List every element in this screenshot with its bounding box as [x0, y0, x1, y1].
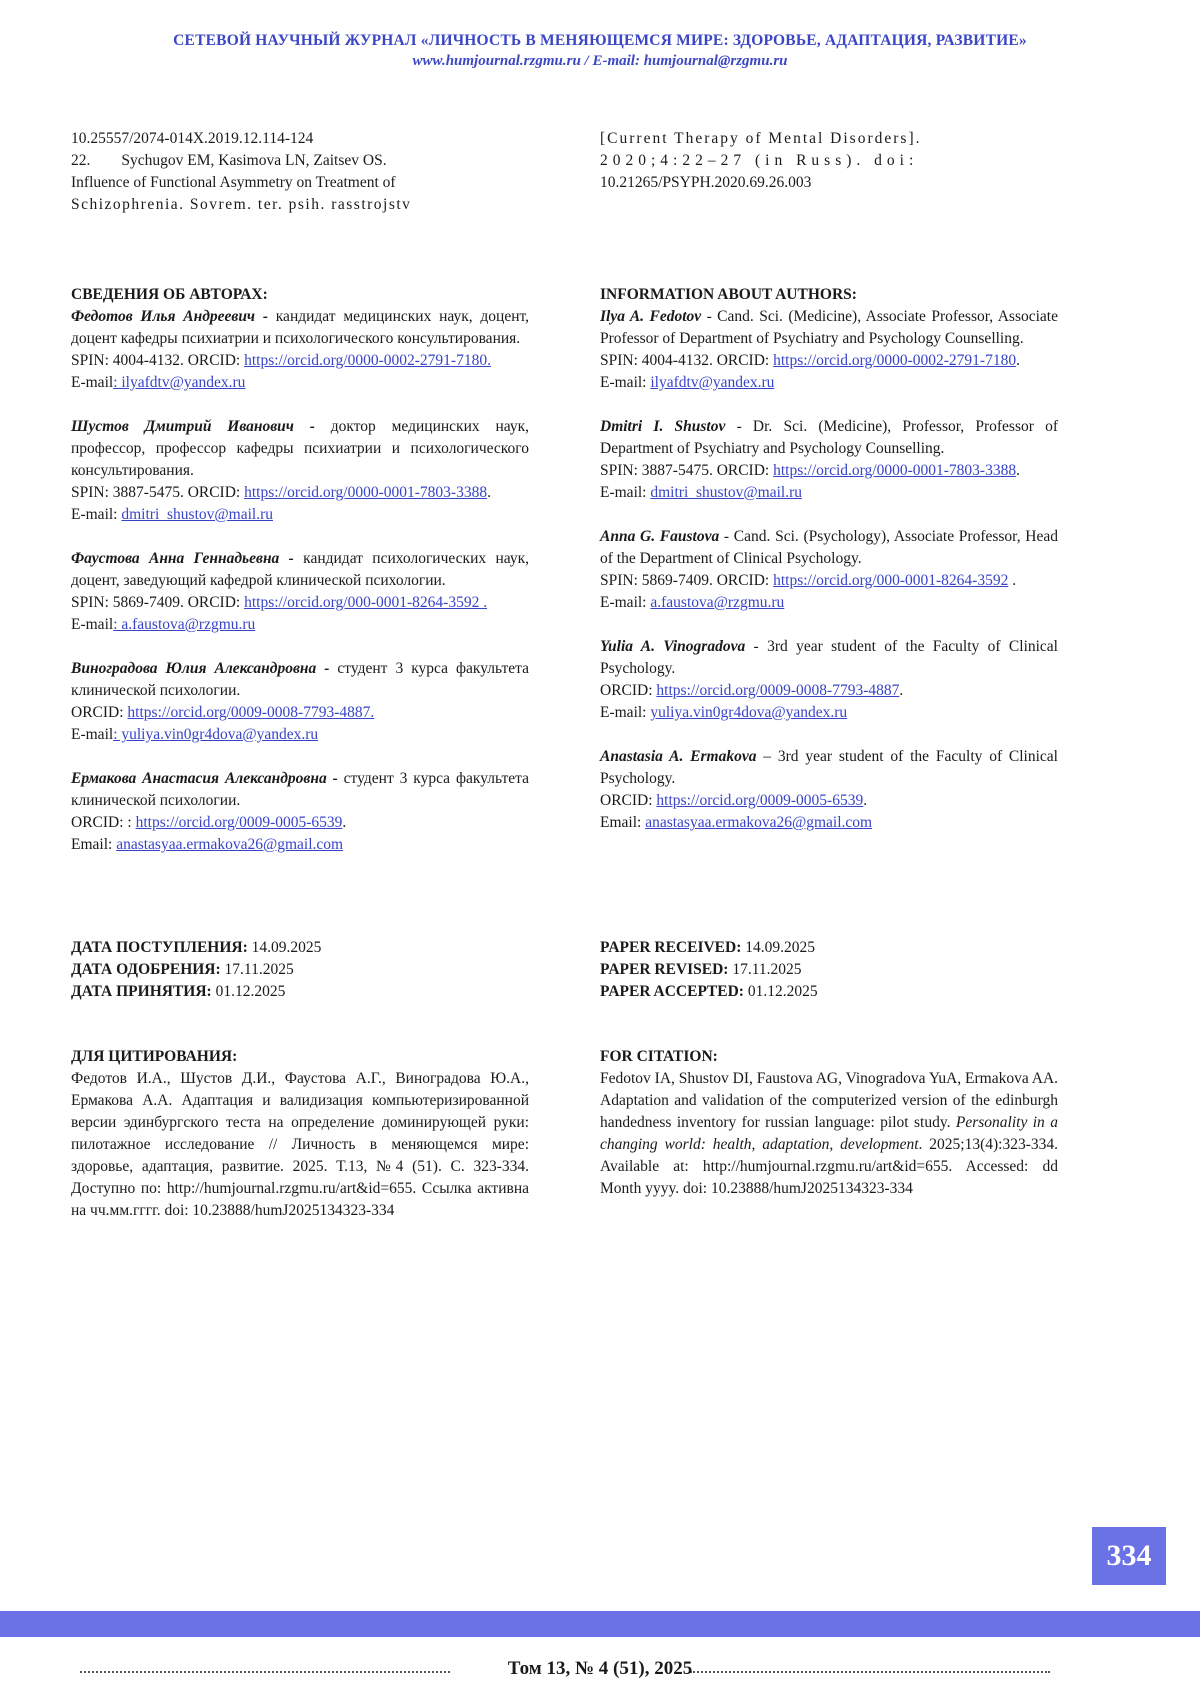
email-label: E-mail:: [600, 704, 651, 721]
orcid-link[interactable]: https://orcid.org/0000-0001-7803-3388: [244, 484, 488, 501]
date-row: [600, 959, 1058, 981]
orcid-label: SPIN: 3887-5475. ORCID:: [600, 462, 774, 479]
email-link[interactable]: anastasyaa.ermakova26@gmail.com: [116, 836, 344, 853]
citation-ru-heading: ДЛЯ ЦИТИРОВАНИЯ:: [71, 1048, 238, 1065]
author-name: Ермакова Анастасия Александровна -: [71, 770, 338, 787]
email-label: E-mail:: [600, 374, 651, 391]
email-label: E-mail: [71, 616, 114, 633]
email-link[interactable]: anastasyaa.ermakova26@gmail.com: [645, 814, 873, 831]
date-label: ДАТА ОДОБРЕНИЯ:: [71, 961, 221, 978]
orcid-link[interactable]: https://orcid.org/0009-0008-7793-4887: [656, 682, 900, 699]
email-label: E-mail:: [600, 484, 651, 501]
ref-line: 2020;4:22–27 (in Russ). doi:: [600, 152, 919, 169]
author-en-2: [600, 416, 1058, 504]
punct: .: [1008, 572, 1017, 589]
author-desc: кандидат психологических наук, доцент, заведующий кафедрой клинической психологии.: [71, 550, 529, 589]
authors-en: [600, 284, 1058, 834]
punct: .: [863, 792, 868, 809]
author-name: Федотов Илья Андреевич -: [71, 308, 268, 325]
dates-en: [600, 937, 1058, 1003]
issue-info: Том 13, № 4 (51), 2025: [507, 1658, 693, 1679]
date-label: PAPER ACCEPTED:: [600, 983, 744, 1000]
email-link[interactable]: ilyafdtv@yandex.ru: [650, 374, 775, 391]
email-label: Email:: [71, 836, 117, 853]
date-row: [600, 937, 1058, 959]
footer-bar: [0, 1611, 1200, 1637]
author-desc: доктор медицинских наук, профессор, профессор кафедры психиатрии и психологического консультирования.: [71, 418, 529, 479]
author-en-4: [600, 636, 1058, 724]
author-ru-5: [71, 768, 529, 856]
orcid-link[interactable]: https://orcid.org/000-0001-8264-3592 .: [244, 594, 488, 611]
author-desc: - Cand. Sci. (Psychology), Associate Professor, Head of the Department of Clinical Psychology.: [600, 528, 1059, 567]
author-en-1: [600, 306, 1058, 394]
journal-title: СЕТЕВОЙ НАУЧНЫЙ ЖУРНАЛ «ЛИЧНОСТЬ В МЕНЯЮЩЕМСЯ МИРЕ: ЗДОРОВЬЕ, АДАПТАЦИЯ, РАЗВИТИЕ»: [173, 32, 1027, 49]
date-row: [71, 937, 529, 959]
date-row: [600, 981, 1058, 1003]
author-desc: - Cand. Sci. (Medicine), Associate Professor, Associate Professor of Department of Psychiatry and Psychology Counselling.: [600, 308, 1058, 347]
email-link[interactable]: : ilyafdtv@yandex.ru: [113, 374, 246, 391]
email-link[interactable]: a.faustova@rzgmu.ru: [650, 594, 785, 611]
author-name: Anastasia A. Ermakova: [600, 748, 757, 765]
author-ru-2: [71, 416, 529, 526]
author-name: Фаустова Анна Геннадьевна -: [71, 550, 294, 567]
email-link[interactable]: dmitri_shustov@mail.ru: [650, 484, 802, 501]
author-desc: студент 3 курса факультета клинической психологии.: [71, 770, 529, 809]
author-ru-3: [71, 548, 529, 636]
orcid-label: ORCID:: [600, 792, 657, 809]
orcid-link[interactable]: https://orcid.org/0009-0008-7793-4887.: [127, 704, 375, 721]
author-en-3: [600, 526, 1058, 614]
punct: .: [899, 682, 904, 699]
ref-line: 10.25557/2074-014X.2019.12.114-124: [71, 130, 314, 147]
date-value: 01.12.2025: [743, 983, 818, 1000]
date-label: PAPER RECEIVED:: [600, 939, 742, 956]
date-value: 17.11.2025: [220, 961, 294, 978]
orcid-label: SPIN: 5869-7409. ORCID:: [71, 594, 245, 611]
date-value: 14.09.2025: [741, 939, 815, 956]
authors-en-heading: INFORMATION ABOUT AUTHORS:: [600, 286, 857, 303]
date-row: [71, 959, 529, 981]
email-label: E-mail: [71, 726, 114, 743]
author-desc: – 3rd year student of the Faculty of Clinical Psychology.: [600, 748, 1058, 787]
orcid-label: SPIN: 3887-5475. ORCID:: [71, 484, 245, 501]
author-name: Ilya A. Fedotov: [600, 308, 702, 325]
author-desc: - Dr. Sci. (Medicine), Professor, Professor of Department of Psychiatry and Psychology Counselling.: [600, 418, 1059, 457]
ref-line: [Current Therapy of Mental Disorders].: [600, 130, 922, 147]
date-label: ДАТА ПРИНЯТИЯ:: [71, 983, 212, 1000]
punct: .: [487, 484, 491, 501]
orcid-label: ORCID: :: [71, 814, 136, 831]
email-link[interactable]: : a.faustova@rzgmu.ru: [113, 616, 256, 633]
orcid-label: SPIN: 4004-4132. ORCID:: [71, 352, 245, 369]
citation-ru-text: Федотов И.А., Шустов Д.И., Фаустова А.Г., Виноградова Ю.А., Ермакова А.А. Адаптация и валидизация компьютеризированной версии эдинбургского теста на определение доминирующей руки: пилотажное исследование // Личность в меняющемся мире: здоровье, адаптация, развитие. 2025. Т.13, №4 (51). С. 323-334. Доступно по: http://humjournal.rzgmu.ru/art&id=655. Ссылка активна на чч.мм.гггг. doi: 10.23888/humJ2025134323-334: [71, 1070, 529, 1219]
citation-en: [600, 1046, 1058, 1200]
orcid-label: ORCID:: [600, 682, 657, 699]
date-value: 17.11.2025: [728, 961, 802, 978]
reference-left: [71, 128, 529, 216]
authors-ru-heading: СВЕДЕНИЯ ОБ АВТОРАХ:: [71, 286, 268, 303]
ref-line: Schizophrenia. Sovrem. ter. psih. rasstrojstv: [71, 196, 412, 213]
orcid-link[interactable]: https://orcid.org/000-0001-8264-3592: [773, 572, 1009, 589]
journal-contacts: www.humjournal.rzgmu.ru / E-mail: humjournal@rzgmu.ru: [412, 53, 788, 69]
punct: .: [342, 814, 347, 831]
author-ru-1: [71, 306, 529, 394]
page-number: 334: [1092, 1527, 1166, 1585]
ref-line: 22. Sychugov EM, Kasimova LN, Zaitsev OS.: [71, 152, 387, 169]
date-row: [71, 981, 529, 1003]
date-label: PAPER REVISED:: [600, 961, 729, 978]
date-label: ДАТА ПОСТУПЛЕНИЯ:: [71, 939, 248, 956]
author-ru-4: [71, 658, 529, 746]
journal-header: [0, 32, 1200, 70]
citation-en-heading: FOR CITATION:: [600, 1048, 718, 1065]
email-label: E-mail: [71, 374, 114, 391]
email-link[interactable]: yuliya.vin0gr4dova@yandex.ru: [650, 704, 848, 721]
orcid-link[interactable]: https://orcid.org/0000-0002-2791-7180.: [244, 352, 491, 369]
authors-ru: [71, 284, 529, 856]
author-desc: - 3rd year student of the Faculty of Clinical Psychology.: [600, 638, 1058, 677]
orcid-link[interactable]: https://orcid.org/0000-0001-7803-3388: [773, 462, 1017, 479]
date-value: 14.09.2025: [247, 939, 322, 956]
email-link[interactable]: : yuliya.vin0gr4dova@yandex.ru: [113, 726, 319, 743]
author-en-5: [600, 746, 1058, 834]
ref-line: 10.21265/PSYPH.2020.69.26.003: [600, 174, 812, 191]
email-label: Email:: [600, 814, 646, 831]
email-label: E-mail:: [71, 506, 122, 523]
punct: .: [1016, 352, 1020, 369]
orcid-label: SPIN: 4004-4132. ORCID:: [600, 352, 774, 369]
citation-en-text: [600, 1068, 1058, 1200]
author-name: Anna G. Faustova: [600, 528, 720, 545]
citation-part: Fedotov IA, Shustov DI, Faustova AG, Vinogradova YuA, Ermakova AA. Adaptation and validation of the computerized version of the edinburgh handedness inventory for russian language: pilot study.: [600, 1070, 1059, 1131]
email-link[interactable]: dmitri_shustov@mail.ru: [121, 506, 273, 523]
author-desc: кандидат медицинских наук, доцент, доцент кафедры психиатрии и психологического консультирования.: [71, 308, 529, 347]
author-name: Dmitri I. Shustov: [600, 418, 726, 435]
dates-ru: [71, 937, 529, 1003]
orcid-label: SPIN: 5869-7409. ORCID:: [600, 572, 774, 589]
author-desc: студент 3 курса факультета клинической психологии.: [71, 660, 529, 699]
author-name: Шустов Дмитрий Иванович -: [71, 418, 315, 435]
orcid-link[interactable]: https://orcid.org/0009-0005-6539: [135, 814, 343, 831]
citation-part: . 2025;13(4):323-334. Available at: http://humjournal.rzgmu.ru/art&id=655. Accessed: dd Month yyyy. doi: 10.23888/humJ2025134323-334: [600, 1136, 1058, 1197]
punct: .: [1016, 462, 1020, 479]
date-value: 01.12.2025: [211, 983, 286, 1000]
reference-right: [600, 128, 1058, 194]
orcid-link[interactable]: https://orcid.org/0000-0002-2791-7180: [773, 352, 1017, 369]
orcid-link[interactable]: https://orcid.org/0009-0005-6539: [656, 792, 864, 809]
orcid-label: ORCID:: [71, 704, 128, 721]
ref-line: Influence of Functional Asymmetry on Treatment of: [71, 174, 396, 191]
author-name: Yulia A. Vinogradova: [600, 638, 746, 655]
email-label: E-mail:: [600, 594, 651, 611]
citation-ru: [71, 1046, 529, 1222]
journal-name: Personality in a changing world: health, adaptation, development: [600, 1114, 1058, 1153]
author-name: Виноградова Юлия Александровна -: [71, 660, 330, 677]
